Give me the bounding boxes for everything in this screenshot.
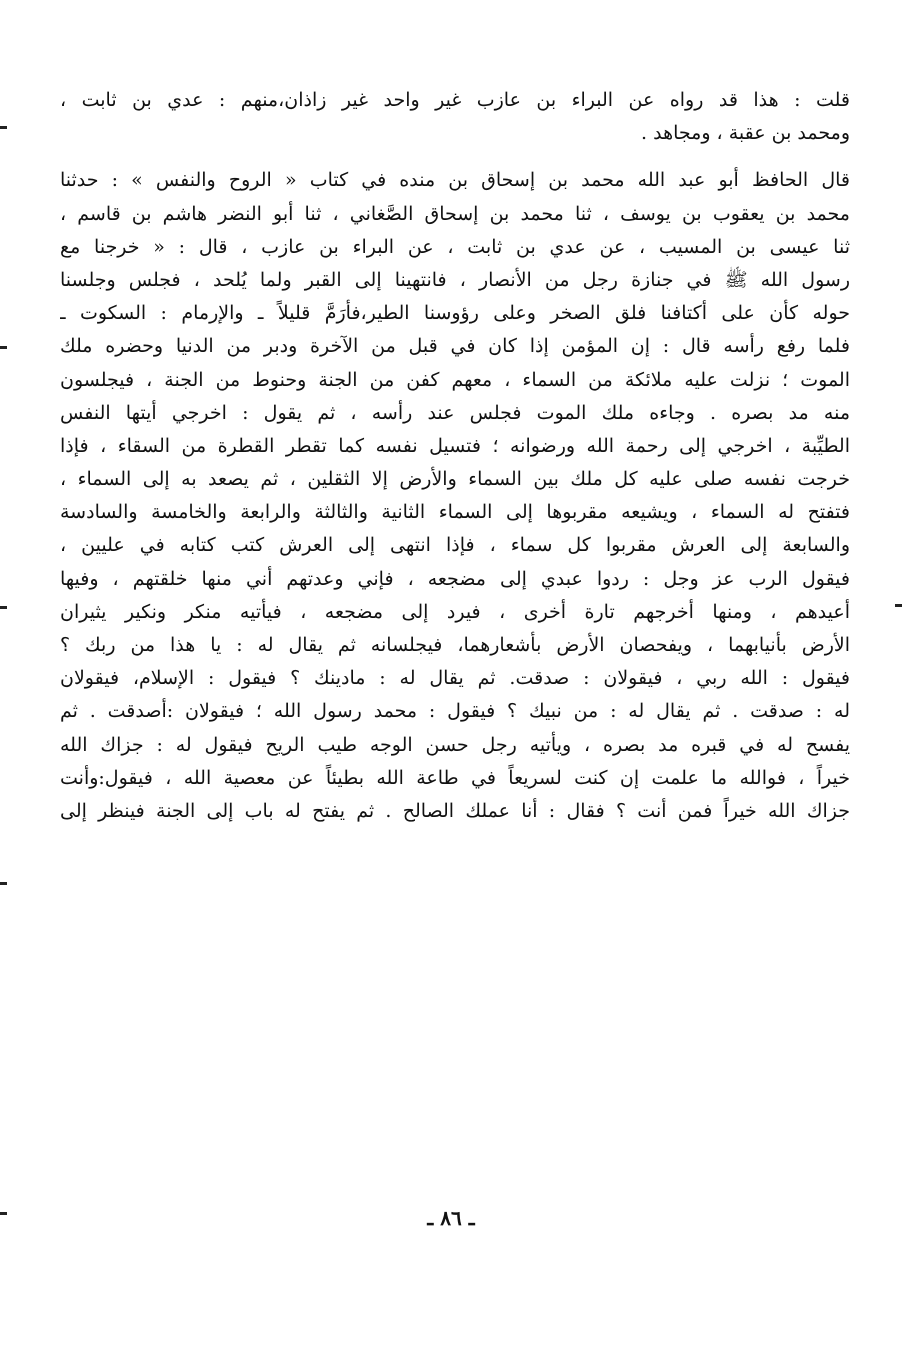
text-line: رسول الله ﷺ في جنازة رجل من الأنصار ، فانتهينا إلى القبر ولما يُلحد ، فجلس وجلسنا (60, 268, 850, 291)
text-line (60, 830, 850, 863)
text-line: يفسح له في قبره مد بصره ، ويأتيه رجل حسن الوجه طيب الريح فيقول له : جزاك الله (60, 733, 850, 756)
text-line: الطيِّبة ، اخرجي إلى رحمة الله ورضوانه ؛ فتسيل نفسه كما تقطر القطرة من السقاء ، فإذا (60, 434, 850, 457)
text-line: قال الحافظ أبو عبد الله محمد بن إسحاق بن منده في كتاب « الروح والنفس » : حدثنا (60, 169, 850, 192)
scan-edge-mark (0, 882, 7, 885)
paragraph-gap (60, 152, 850, 166)
text-line: أعيدهم ، ومنها أخرجهم تارة أخرى ، فيرد إلى مضجعه ، فيأتيه منكر ونكير يثيران (60, 600, 850, 623)
text-line: فلما رفع رأسه قال : إن المؤمن إذا كان في قبل من الآخرة ودبر من الدنيا وحضره ملك (60, 335, 850, 358)
text-line: قلت : هذا قد رواه عن البراء بن عازب غير واحد غير زاذان،منهم : عدي بن ثابت ، (60, 89, 850, 111)
text-line: الأرض بأنيابهما ، ويفحصان الأرض بأشعارهما، فيجلسانه ثم يقال له : يا هذا من ربك ؟ (60, 634, 850, 656)
text-line: فتفتح له السماء ، ويشيعه مقربوها إلى السماء الثانية والثالثة والرابعة والخامسة والسادسة (60, 501, 850, 524)
text-line: ثنا عيسى بن المسيب ، عن عدي بن ثابت ، عن البراء بن عازب ، قال : « خرجنا مع (60, 235, 850, 258)
scan-edge-mark (0, 1212, 7, 1215)
text-line: محمد بن يعقوب بن يوسف ، ثنا محمد بن إسحاق الصَّغاني ، ثنا أبو النضر هاشم بن قاسم ، (60, 202, 850, 225)
text-line: له : صدقت . ثم يقال له : من نبيك ؟ فيقول : محمد رسول الله ؛ فيقولان :أصدقت . ثم (60, 700, 850, 723)
text-line: حوله كأن على أكتافنا فلق الصخر وعلى رؤوسنا الطير،فأرَمَّ قليلاً ـ والإرمام : السكوت ـ (60, 302, 850, 325)
text-line: خرجت نفسه صلى عليه كل ملك بين السماء والأرض إلا الثقلين ، ثم يصعد به إلى السماء ، (60, 468, 850, 491)
scan-edge-mark (895, 604, 902, 607)
text-line: جزاك الله خيراً فمن أنت ؟ فقال : أنا عملك الصالح . ثم يفتح له باب إلى الجنة فينظر إلى (60, 799, 850, 822)
page-body (60, 86, 850, 863)
text-line: فيقول : الله ربي ، فيقولان : صدقت. ثم يقال له : مادينك ؟ فيقول : الإسلام، فيقولان (60, 667, 850, 690)
text-line: منه مد بصره . وجاءه ملك الموت فجلس عند رأسه ، ثم يقول : اخرجي أيتها النفس (60, 401, 850, 424)
text-line: ومحمد بن عقبة ، ومجاهد . (641, 122, 850, 145)
scan-edge-mark (0, 346, 7, 349)
scan-edge-mark (0, 606, 7, 609)
scan-edge-mark (0, 126, 7, 129)
page-number: ـ ٨٦ ـ (427, 1206, 475, 1230)
text-line: والسابعة إلى العرش مقربوا كل سماء ، فإذا انتهى إلى العرش كتب كتابه في عليين ، (60, 534, 850, 557)
text-line: فيقول الرب عز وجل : ردوا عبدي إلى مضجعه ، فإني وعدتهم أني منها خلقتهم ، وفيها (60, 567, 850, 590)
text-line: خيراً ، فوالله ما علمت إن كنت لسريعاً في طاعة الله بطيئاً عن معصية الله ، فيقول:وأنت (60, 766, 850, 789)
text-line: الموت ؛ نزلت عليه ملائكة من السماء ، معهم كفن من الجنة وحنوط من الجنة ، فيجلسون (60, 368, 850, 391)
